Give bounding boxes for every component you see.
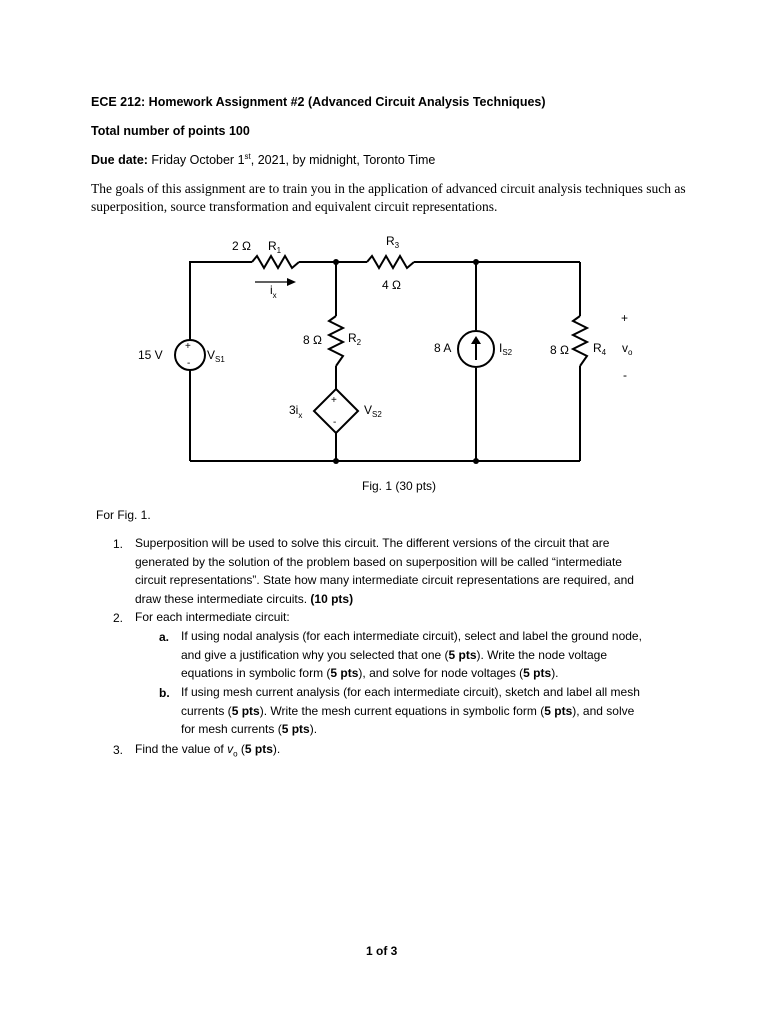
r1-name-label: $R_1$ [268, 239, 282, 255]
vo-plus-label: + [621, 311, 629, 325]
vs2-plus-label: + [331, 395, 337, 406]
resistor-r1-symbol [252, 256, 299, 268]
junction-dots [333, 259, 479, 464]
assignment-title: ECE 212: Homework Assignment #2 (Advanced Circuit Analysis Techniques) [91, 95, 546, 109]
item-2-text: For each intermediate circuit: [135, 610, 290, 624]
dependent-source-value-label: $3i_x$ [289, 403, 303, 420]
vs1-value-label: 15 V [138, 348, 163, 362]
item-2a-text: If using nodal analysis (for each intermediate circuit), select and label the ground node, and give a justification why you selected that one (5 pts). Write the node voltage equations in symbolic form (5 pts), and solve for node voltages (5 pts). [181, 629, 642, 680]
r3-value-label: 4 Ω [382, 278, 401, 292]
due-date-value: Friday October 1st, 2021, by midnight, Toronto Time [147, 152, 436, 168]
item-1-number: 1. [113, 537, 124, 551]
vo-minus-label: - [623, 368, 627, 382]
ix-arrow-icon [255, 278, 296, 286]
item-3-number: 3. [113, 743, 124, 757]
resistor-r2-symbol [329, 316, 343, 366]
vs1-name-label: $V_{S1}$ [207, 348, 225, 364]
vs2-name-label: $V_{S2}$ [364, 403, 382, 419]
page-number: 1 of 3 [366, 944, 398, 958]
resistor-r3-symbol [367, 256, 414, 268]
for-fig-label: For Fig. 1. [96, 508, 151, 522]
item-2b-text: If using mesh current analysis (for each intermediate circuit), sketch and label all mesh currents (5 pts). Write the mesh current equations in symbolic form (5 pts), and solve for mesh currents (5 pts). [181, 685, 640, 736]
r4-value-label: 8 Ω [550, 343, 569, 357]
item-2-number: 2. [113, 611, 124, 625]
due-date [91, 152, 435, 167]
r2-value-label: 8 Ω [303, 333, 322, 347]
item-3-text: Find the value of $v_o$ (5 pts). [135, 742, 281, 759]
figure-caption: Fig. 1 (30 pts) [362, 479, 437, 493]
is2-name-label: $I_{S2}$ [499, 341, 513, 357]
item-1-points: (10 pts) [310, 591, 354, 606]
r4-name-label: $R_4$ [593, 341, 607, 357]
resistor-r4-symbol [573, 316, 587, 366]
total-points: Total number of points 100 [91, 124, 250, 138]
due-date-label: Due date: [91, 153, 148, 168]
r2-name-label: $R_2$ [348, 331, 362, 347]
circuit-diagram [0, 225, 768, 475]
r1-value-label: 2 Ω [232, 239, 251, 253]
vo-name-label: $v_o$ [622, 341, 633, 357]
ix-label: $i_x$ [270, 283, 277, 300]
vs2-minus-label: - [333, 417, 337, 428]
goals-paragraph: The goals of this assignment are to train you in the application of advanced circuit analysis techniques such as superposition, source transformation and equivalent circuit representations. [91, 181, 686, 214]
r3-name-label: $R_3$ [386, 234, 400, 250]
is2-value-label: 8 A [434, 341, 452, 355]
vs1-plus-label: + [185, 341, 191, 352]
vs1-minus-label: - [187, 358, 191, 369]
item-2b-letter: b. [159, 686, 170, 700]
item-1-text: Superposition will be used to solve this circuit. The different versions of the circuit that are generated by the solution of the problem based on superposition will be called “intermediate circuit representations”. State how many intermediate circuit representations are required, and draw these intermediate circuits. (10 pts) [135, 536, 634, 606]
item-2a-letter: a. [159, 630, 170, 644]
current-source-is2-symbol [458, 331, 494, 367]
